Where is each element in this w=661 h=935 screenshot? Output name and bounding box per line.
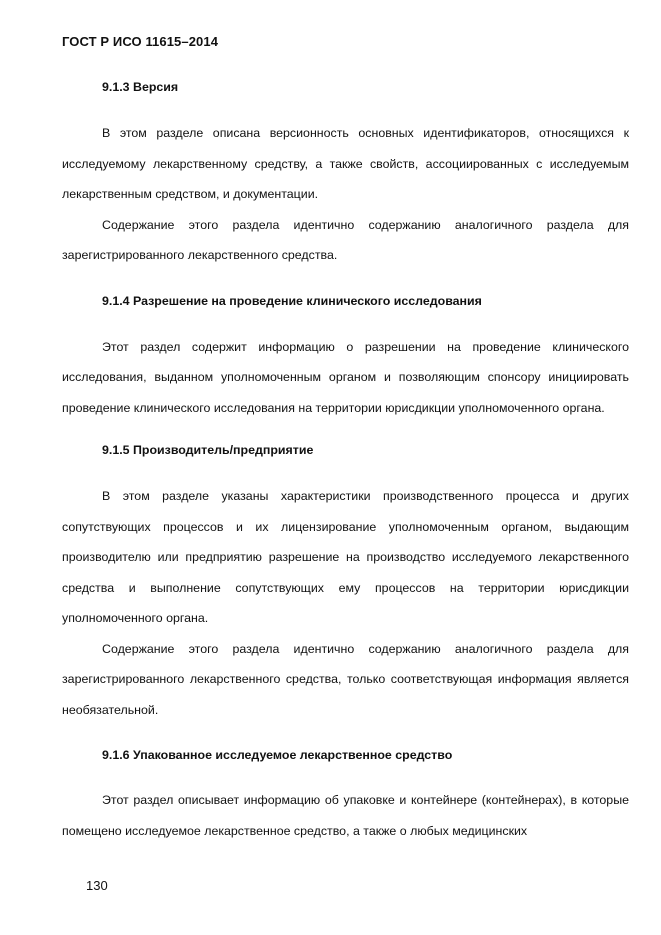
paragraph: Этот раздел описывает информацию об упаковке и контейнере (контейнерах), в которые помещено исследуемое лекарственное средство, а также о любых медицинских bbox=[62, 793, 629, 838]
page-number: 130 bbox=[86, 878, 108, 893]
paragraph: Содержание этого раздела идентично содержанию аналогичного раздела для зарегистрированного лекарственного средства. bbox=[62, 217, 629, 262]
paragraph: Этот раздел содержит информацию о разрешении на проведение клинического исследования, выданном уполномоченным органом и позволяющим спонсору инициировать проведение клинического исследования на территории юрисдикции уполномоченного органа. bbox=[62, 339, 629, 415]
page-content bbox=[62, 80, 629, 846]
paragraph: В этом разделе указаны характеристики производственного процесса и других сопутствующих процессов и их лицензирование уполномоченным органом, выдающим производителю или предприятию разрешение на производство исследуемого лекарственного средства и выполнение сопутствующих ему процессов на территории юрисдикции уполномоченного органа. bbox=[62, 489, 629, 625]
section-heading-9-1-6: 9.1.6 Упакованное исследуемое лекарственное средство bbox=[102, 748, 453, 762]
section-heading-9-1-4: 9.1.4 Разрешение на проведение клинического исследования bbox=[102, 293, 482, 308]
paragraph: Содержание этого раздела идентично содержанию аналогичного раздела для зарегистрированного лекарственного средства, только соответствующая информация является необязательной. bbox=[62, 641, 629, 717]
section-heading-9-1-5: 9.1.5 Производитель/предприятие bbox=[102, 443, 314, 457]
paragraph: В этом разделе описана версионность основных идентификаторов, относящихся к исследуемому лекарственному средству, а также свойств, ассоциированных с исследуемым лекарственным средством, и документации. bbox=[62, 126, 629, 201]
section-heading-9-1-3: 9.1.3 Версия bbox=[102, 80, 179, 94]
document-header: ГОСТ Р ИСО 11615–2014 bbox=[62, 34, 219, 49]
